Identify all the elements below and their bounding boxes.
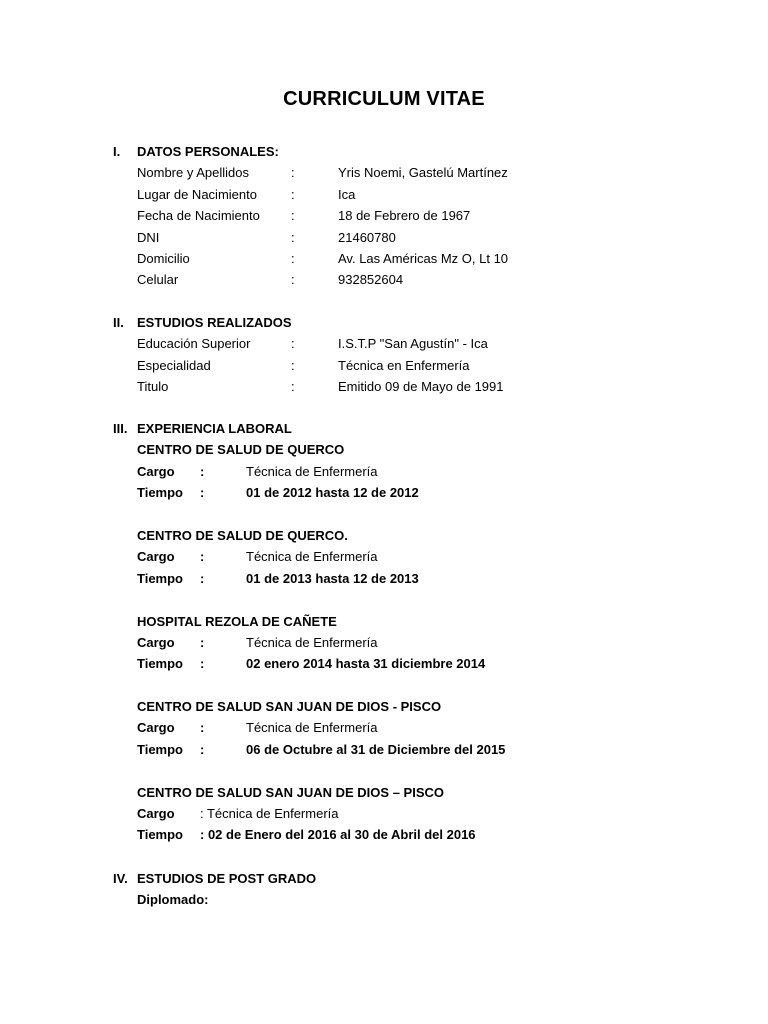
cargo-label: Cargo	[137, 463, 175, 479]
field-colon: :	[291, 165, 295, 181]
cargo-colon: :	[200, 720, 205, 736]
tiempo-value: 01 de 2013 hasta 12 de 2013	[246, 570, 419, 586]
field-label: Lugar de Nacimiento	[137, 186, 257, 202]
job-cargo-row	[0, 461, 768, 482]
section-post-grado	[0, 868, 768, 911]
tiempo-label: Tiempo	[137, 741, 183, 757]
tiempo-colon: :	[200, 570, 205, 586]
field-row	[0, 248, 768, 269]
tiempo-value: : 02 de Enero del 2016 al 30 de Abril del 2016	[200, 827, 476, 843]
cargo-value: Técnica de Enfermería	[246, 549, 378, 565]
cargo-value: Técnica de Enfermería	[246, 720, 378, 736]
tiempo-value: 01 de 2012 hasta 12 de 2012	[246, 485, 419, 501]
job-tiempo-row	[0, 824, 768, 845]
field-row	[0, 184, 768, 205]
job-place: HOSPITAL REZOLA DE CAÑETE	[137, 613, 337, 629]
section-number: I.	[113, 144, 121, 159]
cargo-label: Cargo	[137, 720, 175, 736]
field-value: 932852604	[338, 272, 404, 288]
field-colon: :	[291, 229, 295, 245]
field-label: Fecha de Nacimiento	[137, 208, 260, 224]
field-colon: :	[291, 357, 295, 373]
cargo-label: Cargo	[137, 634, 175, 650]
field-label: Celular	[137, 272, 179, 288]
field-colon: :	[291, 379, 295, 395]
job-tiempo-row	[0, 653, 768, 674]
tiempo-value: 06 de Octubre al 31 de Diciembre del 2015	[246, 741, 506, 757]
field-label: Especialidad	[137, 357, 211, 373]
section-heading: ESTUDIOS DE POST GRADO	[137, 871, 317, 886]
section-number: III.	[113, 421, 128, 436]
job-cargo-row	[0, 803, 768, 824]
section-heading: ESTUDIOS REALIZADOS	[137, 315, 292, 330]
job-tiempo-row	[0, 568, 768, 589]
cargo-value: Técnica de Enfermería	[246, 463, 378, 479]
field-row	[0, 376, 768, 397]
field-row	[0, 269, 768, 290]
field-value: I.S.T.P "San Agustín" - Ica	[338, 336, 488, 352]
field-row	[0, 227, 768, 248]
job-place: CENTRO DE SALUD DE QUERCO.	[137, 527, 348, 543]
tiempo-colon: :	[200, 741, 205, 757]
cargo-label: Cargo	[137, 549, 175, 565]
cargo-colon: :	[200, 634, 205, 650]
job-cargo-row	[0, 546, 768, 567]
job-place: CENTRO DE SALUD SAN JUAN DE DIOS – PISCO	[137, 784, 444, 800]
field-colon: :	[291, 336, 295, 352]
section-estudios-realizados	[0, 312, 768, 398]
tiempo-label: Tiempo	[137, 827, 183, 843]
field-value: Ica	[338, 186, 356, 202]
cargo-colon: :	[200, 463, 205, 479]
tiempo-label: Tiempo	[137, 656, 183, 672]
cargo-value: : Técnica de Enfermería	[200, 806, 339, 822]
job-tiempo-row	[0, 482, 768, 503]
field-value: Emitido 09 de Mayo de 1991	[338, 379, 504, 395]
section-heading: EXPERIENCIA LABORAL	[137, 421, 292, 436]
field-colon: :	[291, 250, 295, 266]
field-colon: :	[291, 208, 295, 224]
field-label: Titulo	[137, 379, 169, 395]
tiempo-label: Tiempo	[137, 485, 183, 501]
tiempo-label: Tiempo	[137, 570, 183, 586]
field-row	[0, 162, 768, 183]
document-title: CURRICULUM VITAE	[283, 88, 485, 110]
field-colon: :	[291, 186, 295, 202]
job-place: CENTRO DE SALUD SAN JUAN DE DIOS - PISCO	[137, 699, 442, 715]
field-row	[0, 355, 768, 376]
tiempo-colon: :	[200, 656, 205, 672]
field-value: 18 de Febrero de 1967	[338, 208, 471, 224]
tiempo-value: 02 enero 2014 hasta 31 diciembre 2014	[246, 656, 486, 672]
field-value: Técnica en Enfermería	[338, 357, 470, 373]
field-label: Nombre y Apellidos	[137, 165, 249, 181]
section-heading: DATOS PERSONALES:	[137, 144, 279, 159]
field-value: Av. Las Américas Mz O, Lt 10	[338, 250, 509, 266]
job-place: CENTRO DE SALUD DE QUERCO	[137, 442, 345, 458]
cargo-label: Cargo	[137, 806, 175, 822]
field-value: 21460780	[338, 229, 396, 245]
diplomado-label: Diplomado:	[137, 892, 209, 908]
field-label: DNI	[137, 229, 160, 245]
field-row	[0, 205, 768, 226]
field-colon: :	[291, 272, 295, 288]
field-label: Domicilio	[137, 250, 190, 266]
section-number: IV.	[113, 871, 128, 886]
job-tiempo-row	[0, 739, 768, 760]
field-row	[0, 333, 768, 354]
tiempo-colon: :	[200, 485, 205, 501]
cargo-colon: :	[200, 549, 205, 565]
cargo-value: Técnica de Enfermería	[246, 634, 378, 650]
field-label: Educación Superior	[137, 336, 251, 352]
job-cargo-row	[0, 717, 768, 738]
section-experiencia-laboral	[0, 418, 768, 846]
job-cargo-row	[0, 632, 768, 653]
field-value: Yris Noemi, Gastelú Martínez	[338, 165, 508, 181]
section-number: II.	[113, 315, 124, 330]
section-datos-personales	[0, 141, 768, 291]
